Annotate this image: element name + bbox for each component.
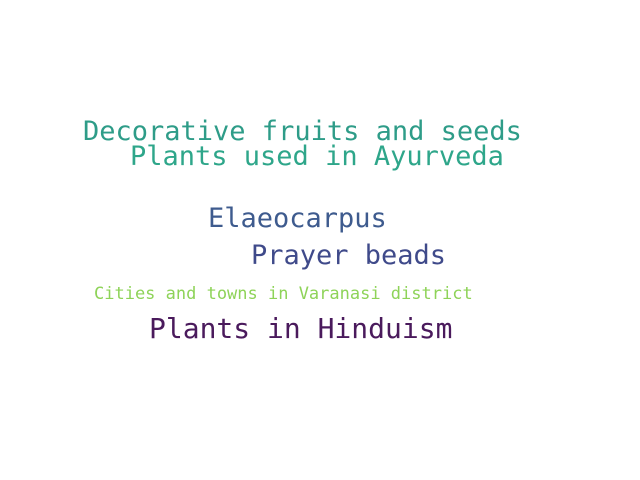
word-prayer-beads: Prayer beads xyxy=(251,240,447,271)
word-plants-in-hinduism: Plants in Hinduism xyxy=(149,312,453,345)
word-decorative-fruits-and-seeds: Decorative fruits and seeds xyxy=(83,116,522,147)
word-elaeocarpus: Elaeocarpus xyxy=(208,203,387,234)
word-cities-and-towns-in-varanasi-district: Cities and towns in Varanasi district xyxy=(94,284,473,304)
word-plants-used-in-ayurveda: Plants used in Ayurveda xyxy=(130,141,504,172)
